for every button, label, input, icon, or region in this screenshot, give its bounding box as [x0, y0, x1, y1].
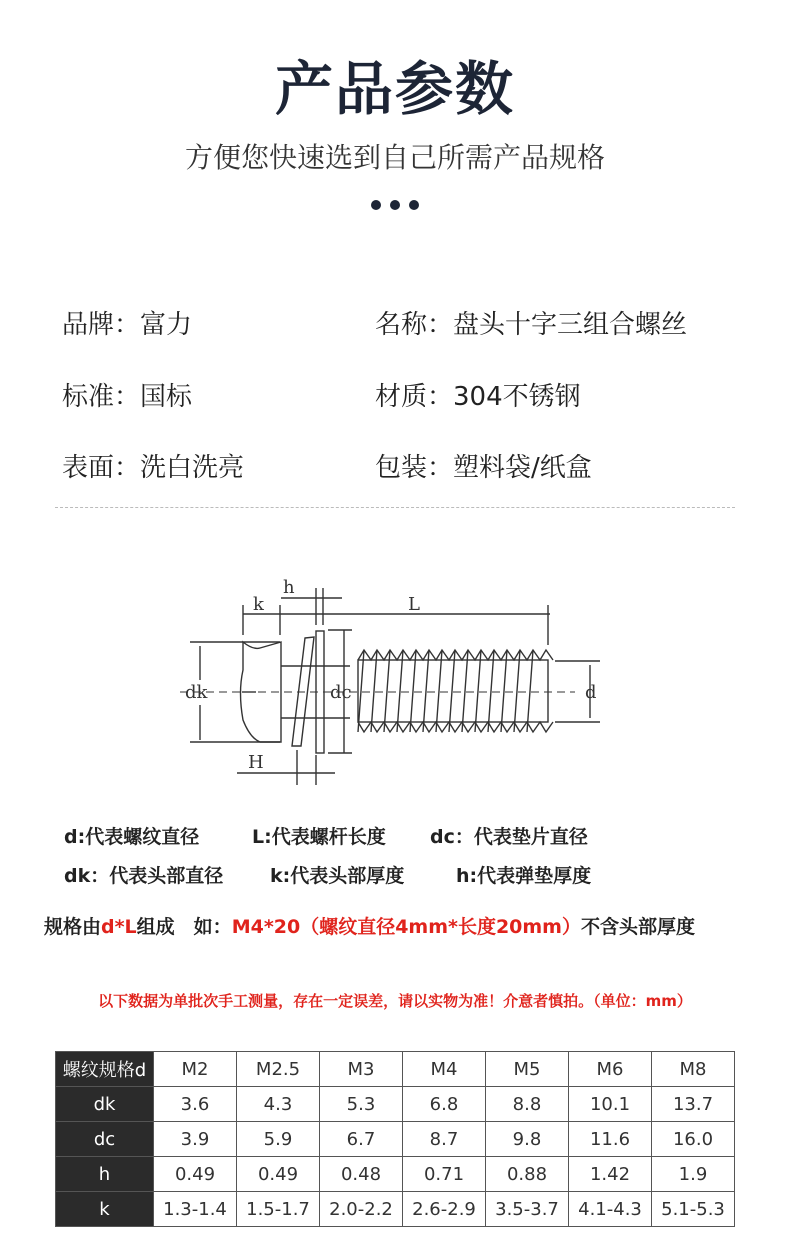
table-row-label: k [56, 1192, 154, 1227]
table-column-header: M6 [569, 1052, 652, 1087]
table-row-label: dc [56, 1122, 154, 1157]
table-cell: 9.8 [486, 1122, 569, 1157]
table-cell: 5.3 [320, 1087, 403, 1122]
legend-dc: dc：代表垫片直径 [430, 826, 588, 848]
spec-packaging: 包装：塑料袋/纸盒 [375, 453, 592, 483]
label-k: k [253, 594, 264, 615]
table-cell: 6.8 [403, 1087, 486, 1122]
table-cell: 11.6 [569, 1122, 652, 1157]
page-subtitle: 方便您快速选到自己所需产品规格 [184, 141, 605, 174]
table-column-header: M4 [403, 1052, 486, 1087]
label-H: H [248, 752, 264, 773]
table-column-header: M3 [320, 1052, 403, 1087]
spec-name: 名称：盘头十字三组合螺丝 [375, 310, 688, 340]
table-cell: 0.48 [320, 1157, 403, 1192]
table-cell: 0.49 [237, 1157, 320, 1192]
table-cell: 6.7 [320, 1122, 403, 1157]
table-cell: 5.1-5.3 [652, 1192, 735, 1227]
table-cell: 4.1-4.3 [569, 1192, 652, 1227]
table-cell: 1.42 [569, 1157, 652, 1192]
table-cell: 5.9 [237, 1122, 320, 1157]
table-cell: 8.7 [403, 1122, 486, 1157]
table-row [56, 1192, 735, 1227]
legend-dk: dk：代表头部直径 [64, 865, 224, 887]
table-row [56, 1122, 735, 1157]
table-header-row [56, 1052, 735, 1087]
divider [55, 507, 735, 508]
label-dk: dk [185, 682, 208, 703]
table-row [56, 1157, 735, 1192]
page-title: 产品参数 [274, 55, 515, 123]
measurement-notice: 以下数据为单批次手工测量，存在一定误差，请以实物为准！介意者慎拍。（单位：mm） [98, 992, 692, 1010]
label-dc: dc [330, 682, 352, 703]
table-cell: 2.6-2.9 [403, 1192, 486, 1227]
spec-rule: 规格由d*L组成 如：M4*20（螺纹直径4mm*长度20mm）不含头部厚度 [44, 916, 695, 938]
table-cell: 0.88 [486, 1157, 569, 1192]
table-header-label: 螺纹规格d [56, 1052, 154, 1087]
table-cell: 1.5-1.7 [237, 1192, 320, 1227]
legend-d: d:代表螺纹直径 [64, 826, 200, 848]
spec-surface: 表面：洗白洗亮 [62, 453, 245, 483]
legend-h: h:代表弹垫厚度 [456, 865, 592, 887]
table-column-header: M8 [652, 1052, 735, 1087]
label-L: L [408, 594, 420, 615]
table-column-header: M2.5 [237, 1052, 320, 1087]
table-cell: 0.71 [403, 1157, 486, 1192]
legend-k: k:代表头部厚度 [270, 865, 405, 887]
table-row [56, 1087, 735, 1122]
dots-decoration [0, 200, 790, 210]
table-cell: 1.9 [652, 1157, 735, 1192]
table-cell: 0.49 [154, 1157, 237, 1192]
spec-standard: 标准：国标 [62, 382, 193, 412]
table-cell: 10.1 [569, 1087, 652, 1122]
screw-diagram [180, 570, 620, 790]
table-column-header: M5 [486, 1052, 569, 1087]
spec-table [55, 1051, 735, 1227]
table-cell: 8.8 [486, 1087, 569, 1122]
table-cell: 3.5-3.7 [486, 1192, 569, 1227]
table-cell: 13.7 [652, 1087, 735, 1122]
table-column-header: M2 [154, 1052, 237, 1087]
spec-material: 材质：304不锈钢 [375, 382, 581, 412]
table-cell: 3.9 [154, 1122, 237, 1157]
table-row-label: dk [56, 1087, 154, 1122]
label-d: d [585, 682, 597, 703]
spec-brand: 品牌：富力 [62, 310, 193, 340]
table-cell: 1.3-1.4 [154, 1192, 237, 1227]
table-cell: 4.3 [237, 1087, 320, 1122]
table-cell: 16.0 [652, 1122, 735, 1157]
label-h: h [283, 577, 295, 598]
table-cell: 3.6 [154, 1087, 237, 1122]
table-cell: 2.0-2.2 [320, 1192, 403, 1227]
legend-L: L:代表螺杆长度 [252, 826, 386, 848]
table-row-label: h [56, 1157, 154, 1192]
